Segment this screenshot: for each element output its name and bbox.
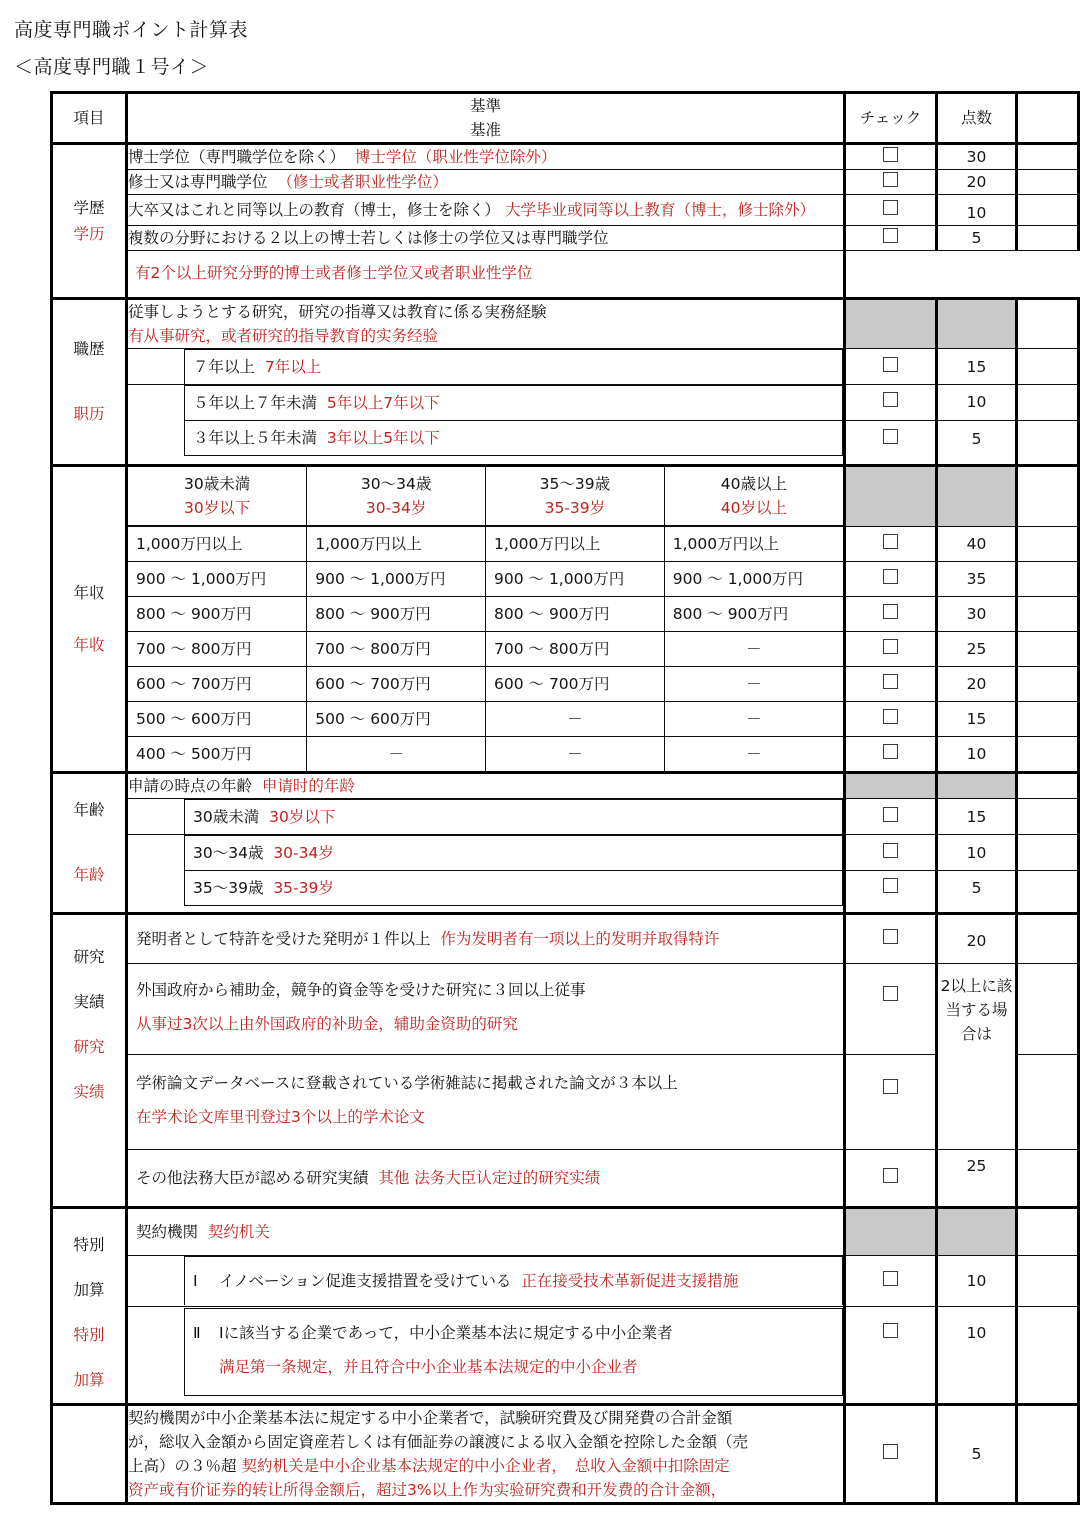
- work-history-criteria-1-wrap: [127, 349, 845, 385]
- checkbox-icon[interactable]: [883, 744, 898, 759]
- income-check-4[interactable]: [845, 632, 937, 667]
- work-history-check-shaded: [845, 299, 937, 349]
- education-check-4[interactable]: [845, 226, 937, 251]
- research-check-4[interactable]: [845, 1150, 937, 1208]
- income-cell-7-2: －: [307, 737, 486, 771]
- income-points-6: 15: [937, 702, 1017, 737]
- age-indent-1: [128, 799, 843, 834]
- education-check-1[interactable]: [845, 144, 937, 170]
- checkbox-icon[interactable]: [883, 843, 898, 858]
- special-row-2: [52, 1306, 1079, 1404]
- income-age-header-wrap: [127, 466, 845, 527]
- work-history-subtable-2: [184, 385, 843, 420]
- age-criteria-3-wrap: [127, 870, 845, 914]
- research-check-3[interactable]: [845, 1055, 937, 1150]
- special-indent-2: [128, 1308, 843, 1396]
- work-history-lead: 従事しようとする研究，研究の指導又は教育に係る実務経験 有从事研究，或者研究的指导教育的实务经验: [127, 299, 845, 349]
- education-points-4-blank: [937, 251, 1017, 299]
- income-row-4: [52, 632, 1079, 667]
- special-points-shaded: [937, 1208, 1017, 1255]
- special-subtable-1: [184, 1256, 843, 1305]
- income-spare-1: [1017, 527, 1079, 562]
- education-row-1: [52, 144, 1079, 170]
- age-spare-3: [1017, 870, 1079, 914]
- page-title: 高度専門職ポイント計算表: [14, 19, 249, 41]
- work-history-row-3: [52, 420, 1079, 466]
- income-check-shaded: [845, 466, 937, 527]
- checkbox-icon[interactable]: [883, 147, 898, 162]
- long-line-2: が，総収入金額から固定資産若しくは有価証券の譲渡による収入金額を控除した金額（売: [128, 1433, 749, 1452]
- special-spare-1: [1017, 1255, 1079, 1306]
- income-spare-3: [1017, 597, 1079, 632]
- table-header-row: [52, 93, 1079, 144]
- income-spare-4: [1017, 632, 1079, 667]
- work-history-criteria-2: ５年以上７年未満 5年以上7年以下: [185, 386, 843, 421]
- checkbox-icon[interactable]: [883, 639, 898, 654]
- income-age-col-4: 40歳以上 40岁以上: [664, 467, 843, 526]
- checkbox-icon[interactable]: [883, 429, 898, 444]
- income-cell-3-4: 800 〜 900万円: [672, 605, 789, 624]
- checkbox-icon[interactable]: [883, 674, 898, 689]
- income-cell-6-3: －: [486, 702, 665, 736]
- education-points-4: 5: [937, 226, 1017, 251]
- work-history-points-1: 15: [937, 349, 1017, 385]
- education-check-4-blank: [845, 251, 937, 299]
- income-cell-6-2: 500 〜 600万円: [307, 702, 486, 736]
- age-spare-1: [1017, 799, 1079, 835]
- checkbox-icon[interactable]: [883, 569, 898, 584]
- income-subtable-5: [128, 667, 843, 701]
- age-check-1[interactable]: [845, 799, 937, 835]
- income-cell-7-4: －: [746, 745, 762, 764]
- special-long-points: 5: [937, 1405, 1017, 1504]
- work-history-check-1[interactable]: [845, 349, 937, 385]
- income-spare-7: [1017, 737, 1079, 773]
- income-check-3[interactable]: [845, 597, 937, 632]
- income-cell-5-4: －: [746, 675, 762, 694]
- income-cells-6: [127, 702, 845, 737]
- header-spare: [1017, 93, 1079, 144]
- special-points-2: 10: [937, 1306, 1017, 1404]
- research-points-4: 25: [937, 1150, 1017, 1208]
- category-special: 特別 加算 特別 加算: [52, 1208, 127, 1405]
- checkbox-icon[interactable]: [883, 228, 898, 243]
- work-history-spare-3: [1017, 420, 1079, 466]
- category-age: 年齢 年龄: [52, 773, 127, 914]
- research-row-1: [52, 914, 1079, 964]
- work-history-spare-1: [1017, 349, 1079, 385]
- income-subtable-4: [128, 632, 843, 666]
- education-row-2: [52, 170, 1079, 195]
- income-check-5[interactable]: [845, 667, 937, 702]
- special-criteria-2: Ⅱ Ⅰに該当する企業であって，中小企業基本法に規定する中小企業者 满足第一条规定，并且符合中小企业基本法规定的中小企业者: [185, 1309, 843, 1396]
- education-points-2: 20: [937, 170, 1017, 195]
- checkbox-icon[interactable]: [883, 534, 898, 549]
- income-cells-3: [127, 597, 845, 632]
- income-cell-3-2: 800 〜 900万円: [307, 597, 486, 631]
- income-row-1: [52, 527, 1079, 562]
- research-criteria-1: 発明者として特許を受けた発明が１件以上 作为发明者有一项以上的发明并取得特许: [127, 914, 845, 964]
- income-points-4: 25: [937, 632, 1017, 667]
- age-check-2[interactable]: [845, 835, 937, 871]
- income-subtable-7: [128, 737, 843, 771]
- work-history-indent-1: [128, 349, 843, 384]
- income-cell-2-1: 900 〜 1,000万円: [128, 562, 307, 596]
- income-row-6: [52, 702, 1079, 737]
- special-check-2[interactable]: [845, 1306, 937, 1404]
- research-criteria-4: その他法務大臣が認める研究実績 其他 法务大臣认定过的研究实绩: [127, 1150, 845, 1208]
- special-criteria-2-ja: Ⅱ Ⅰに該当する企業であって，中小企業基本法に規定する中小企業者: [193, 1324, 673, 1343]
- category-work-history: 職歴 职历: [52, 299, 127, 466]
- special-long-criteria: [127, 1405, 845, 1504]
- age-subtable-2: [184, 835, 843, 870]
- age-lead: 申請の時点の年齢 申请时的年龄: [127, 773, 845, 799]
- education-row-4: [52, 226, 1079, 251]
- education-criteria-4-zh: 有2个以上研究分野的博士或者修士学位又或者职业性学位: [127, 251, 845, 299]
- long-line-1: 契約機関が中小企業基本法に規定する中小企業者で，試験研究費及び開発費の合計金額: [128, 1409, 733, 1428]
- age-points-shaded: [937, 773, 1017, 799]
- special-spare-2: [1017, 1306, 1079, 1404]
- category-special-blank: [52, 1405, 127, 1504]
- long-line-4: 资产或有价证券的转让所得金额后，超过3%以上作为实验研究费和开发费的合计金额，: [128, 1481, 727, 1500]
- income-cell-6-4: －: [746, 710, 762, 729]
- page-subtitle: ＜高度専門職１号イ＞: [14, 55, 210, 78]
- research-check-1[interactable]: [845, 914, 937, 964]
- work-history-subtable-1: [184, 349, 843, 384]
- research-criteria-3: 学術論文データベースに登載されている学術雑誌に掲載された論文が３本以上 在学术论文库里刊登过3个以上的学术论文: [127, 1055, 845, 1150]
- work-history-lead-row: [52, 299, 1079, 349]
- income-spare-2: [1017, 562, 1079, 597]
- education-criteria-4-ja: 複数の分野における２以上の博士若しくは修士の学位又は専門職学位: [127, 226, 845, 251]
- work-history-points-3: 5: [937, 420, 1017, 466]
- age-row-3: [52, 870, 1079, 914]
- income-cells-1: [127, 527, 845, 562]
- special-indent-1: [128, 1256, 843, 1305]
- education-spare-2: [1017, 170, 1079, 195]
- work-history-check-2[interactable]: [845, 385, 937, 421]
- checkbox-icon[interactable]: [883, 1168, 898, 1183]
- special-check-1[interactable]: [845, 1255, 937, 1306]
- income-cells-5: [127, 667, 845, 702]
- age-criteria-2: 30〜34歳 30-34岁: [185, 836, 843, 871]
- income-cell-6-1: 500 〜 600万円: [128, 702, 307, 736]
- age-criteria-1: 30歳未満 30岁以下: [185, 800, 843, 835]
- special-long-row: [52, 1405, 1079, 1504]
- income-subtable-6: [128, 702, 843, 736]
- age-criteria-3: 35〜39歳 35-39岁: [185, 871, 843, 906]
- income-cell-1-3: 1,000万円以上: [486, 527, 665, 561]
- checkbox-icon[interactable]: [883, 200, 898, 215]
- income-cell-2-3: 900 〜 1,000万円: [486, 562, 665, 596]
- income-points-1: 40: [937, 527, 1017, 562]
- age-spare-2: [1017, 835, 1079, 871]
- income-spare-0: [1017, 466, 1079, 527]
- education-spare-3: [1017, 195, 1079, 226]
- work-history-criteria-1: ７年以上 7年以上: [185, 350, 843, 385]
- checkbox-icon[interactable]: [883, 1323, 898, 1338]
- income-check-6[interactable]: [845, 702, 937, 737]
- work-history-spare-2: [1017, 385, 1079, 421]
- special-row-1: [52, 1255, 1079, 1306]
- work-history-subtable-3: [184, 420, 843, 456]
- income-cell-3-3: 800 〜 900万円: [486, 597, 665, 631]
- checkbox-icon[interactable]: [883, 172, 898, 187]
- checkbox-icon[interactable]: [883, 392, 898, 407]
- income-spare-6: [1017, 702, 1079, 737]
- work-history-row-1: [52, 349, 1079, 385]
- age-row-1: [52, 799, 1079, 835]
- age-points-2: 10: [937, 835, 1017, 871]
- education-check-3[interactable]: [845, 195, 937, 226]
- education-spare-4: [1017, 226, 1079, 251]
- checkbox-icon[interactable]: [883, 604, 898, 619]
- age-points-1: 15: [937, 799, 1017, 835]
- research-spare-2: [1017, 964, 1079, 1055]
- income-cell-4-2: 700 〜 800万円: [307, 632, 486, 666]
- research-spare-4: [1017, 1150, 1079, 1208]
- category-education: 学歴 学历: [52, 144, 127, 299]
- income-cells-7: [127, 737, 845, 773]
- checkbox-icon[interactable]: [883, 1444, 898, 1459]
- income-points-3: 30: [937, 597, 1017, 632]
- special-lead-row: [52, 1208, 1079, 1255]
- research-row-4: [52, 1150, 1079, 1208]
- income-spare-5: [1017, 667, 1079, 702]
- category-income: 年収 年收: [52, 466, 127, 773]
- age-subtable-1: [184, 799, 843, 834]
- income-row-5: [52, 667, 1079, 702]
- work-history-indent-2: [128, 385, 843, 420]
- special-criteria-1-wrap: [127, 1255, 845, 1306]
- age-indent-3: [128, 870, 843, 906]
- work-history-criteria-2-wrap: [127, 385, 845, 421]
- income-row-7: [52, 737, 1079, 773]
- age-lead-row: [52, 773, 1079, 799]
- education-row-4-zh: [52, 251, 1079, 299]
- special-criteria-1: Ⅰ イノベーション促進支援措置を受けている 正在接受技术革新促进支援措施: [185, 1257, 843, 1306]
- income-subtable-2: [128, 562, 843, 596]
- research-points-1: 20: [937, 914, 1017, 964]
- income-cell-1-4: 1,000万円以上: [672, 535, 780, 554]
- work-history-indent-3: [128, 420, 843, 456]
- special-spare-0: [1017, 1208, 1079, 1255]
- income-points-2: 35: [937, 562, 1017, 597]
- income-cell-7-1: 400 〜 500万円: [128, 737, 307, 771]
- research-check-2[interactable]: [845, 964, 937, 1055]
- work-history-criteria-3-wrap: [127, 420, 845, 466]
- checkbox-icon[interactable]: [883, 357, 898, 372]
- research-spare-1: [1017, 914, 1079, 964]
- checkbox-icon[interactable]: [883, 709, 898, 724]
- special-long-spare: [1017, 1405, 1079, 1504]
- income-cell-5-1: 600 〜 700万円: [128, 667, 307, 701]
- age-points-3: 5: [937, 870, 1017, 914]
- age-criteria-1-wrap: [127, 799, 845, 835]
- income-age-col-1: 30歳未満 30岁以下: [128, 467, 307, 526]
- income-row-3: [52, 597, 1079, 632]
- income-age-col-3: 35〜39歳 35-39岁: [486, 467, 665, 526]
- work-history-spare-0: [1017, 299, 1079, 349]
- special-check-shaded: [845, 1208, 937, 1255]
- education-spare-4-blank: [1017, 251, 1079, 299]
- checkbox-icon[interactable]: [883, 878, 898, 893]
- point-calculation-table: [50, 91, 1080, 1505]
- income-cell-5-2: 600 〜 700万円: [307, 667, 486, 701]
- income-cell-1-2: 1,000万円以上: [307, 527, 486, 561]
- income-cell-3-1: 800 〜 900万円: [128, 597, 307, 631]
- income-check-7[interactable]: [845, 737, 937, 773]
- income-age-header-table: [128, 467, 843, 526]
- income-cell-4-1: 700 〜 800万円: [128, 632, 307, 666]
- income-subtable-1: [128, 527, 843, 561]
- header-points: 点数: [937, 93, 1017, 144]
- checkbox-icon[interactable]: [883, 807, 898, 822]
- age-row-2: [52, 835, 1079, 871]
- research-criteria-2: 外国政府から補助金，競争的資金等を受けた研究に３回以上従事 从事过3次以上由外国政府的补助金，辅助金资助的研究: [127, 964, 845, 1055]
- header-check: チェック: [845, 93, 937, 144]
- education-row-3: [52, 195, 1079, 226]
- income-cells-2: [127, 562, 845, 597]
- education-spare-1: [1017, 144, 1079, 170]
- income-cell-5-3: 600 〜 700万円: [486, 667, 665, 701]
- header-criteria: 基準 基准: [127, 93, 845, 144]
- category-research: 研究 実績 研究 实绩: [52, 914, 127, 1208]
- income-cell-1-1: 1,000万円以上: [128, 527, 307, 561]
- work-history-criteria-3: ３年以上５年未満 3年以上5年以下: [185, 421, 843, 456]
- income-age-col-2: 30〜34歳 30-34岁: [307, 467, 486, 526]
- work-history-points-2: 10: [937, 385, 1017, 421]
- education-points-1: 30: [937, 144, 1017, 170]
- income-cell-4-4: －: [746, 640, 762, 659]
- research-row-2: [52, 964, 1079, 1055]
- education-criteria-3: 大卒又はこれと同等以上の教育（博士，修士を除く） 大学毕业或同等以上教育（博士，修士除外）: [127, 195, 845, 226]
- checkbox-icon[interactable]: [883, 1271, 898, 1286]
- age-criteria-2-wrap: [127, 835, 845, 871]
- age-subtable-3: [184, 870, 843, 906]
- income-cells-4: [127, 632, 845, 667]
- age-indent-2: [128, 835, 843, 870]
- education-check-2[interactable]: [845, 170, 937, 195]
- age-check-3[interactable]: [845, 870, 937, 914]
- special-points-1: 10: [937, 1255, 1017, 1306]
- income-cell-7-3: －: [486, 737, 665, 771]
- income-cell-2-2: 900 〜 1,000万円: [307, 562, 486, 596]
- special-lead: 契約機関 契约机关: [127, 1208, 845, 1255]
- income-cell-4-3: 700 〜 800万円: [486, 632, 665, 666]
- work-history-row-2: [52, 385, 1079, 421]
- income-points-7: 10: [937, 737, 1017, 773]
- research-spare-3: [1017, 1055, 1079, 1150]
- education-points-3: 10: [937, 195, 1017, 226]
- education-criteria-2: 修士又は専門職学位 （修士或者职业性学位）: [127, 170, 845, 195]
- income-points-shaded: [937, 466, 1017, 527]
- income-check-1[interactable]: [845, 527, 937, 562]
- income-cell-2-4: 900 〜 1,000万円: [672, 570, 804, 589]
- income-row-2: [52, 562, 1079, 597]
- special-subtable-2: [184, 1308, 843, 1396]
- work-history-check-3[interactable]: [845, 420, 937, 466]
- age-spare-0: [1017, 773, 1079, 799]
- long-line-3: 上高）の３％超 契約机关是中小企业基本法规定的中小企业者， 总收入金额中扣除固定: [128, 1457, 730, 1476]
- income-subtable-3: [128, 597, 843, 631]
- special-long-check[interactable]: [845, 1405, 937, 1504]
- header-item: 項目: [52, 93, 127, 144]
- income-points-5: 20: [937, 667, 1017, 702]
- research-points-note: 2以上に該当する場合は: [937, 964, 1017, 1150]
- research-row-3: [52, 1055, 1079, 1150]
- checkbox-icon[interactable]: [883, 986, 898, 1001]
- income-header-row: [52, 466, 1079, 527]
- work-history-points-shaded: [937, 299, 1017, 349]
- checkbox-icon[interactable]: [883, 1079, 898, 1094]
- checkbox-icon[interactable]: [883, 929, 898, 944]
- special-criteria-2-wrap: [127, 1306, 845, 1404]
- income-check-2[interactable]: [845, 562, 937, 597]
- age-check-shaded: [845, 773, 937, 799]
- education-criteria-1: 博士学位（専門職学位を除く） 博士学位（职业性学位除外）: [127, 144, 845, 170]
